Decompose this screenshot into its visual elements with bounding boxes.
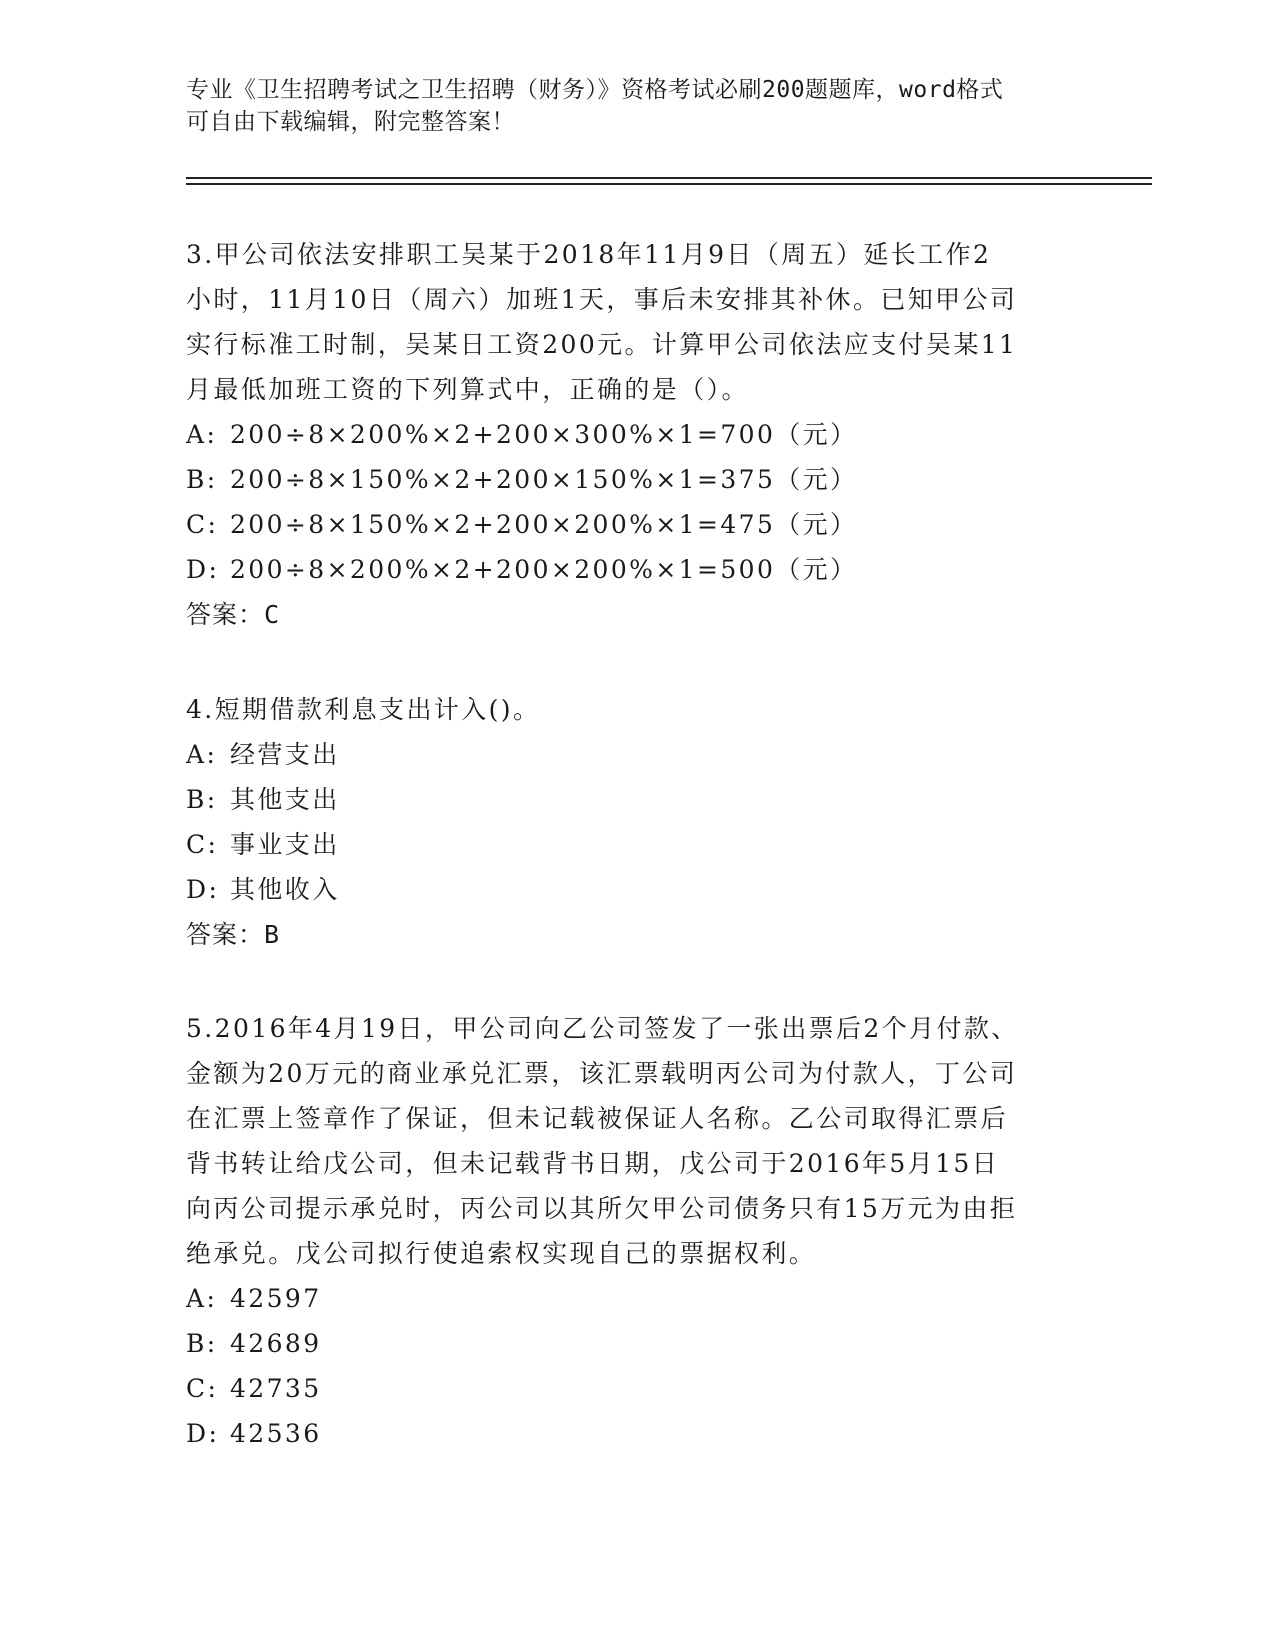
question-text-line: 月最低加班工资的下列算式中，正确的是（）。: [186, 375, 749, 404]
question-text-line: 5.2016年4月19日，甲公司向乙公司签发了一张出票后2个月付款、: [186, 1014, 1019, 1043]
option-c: [186, 502, 1086, 547]
option-letter: C:: [186, 830, 219, 859]
option-letter: C:: [186, 510, 219, 539]
header-line-1: 专业《卫生招聘考试之卫生招聘（财务）》资格考试必刷200题题库，word格式: [186, 77, 1004, 103]
question-text-line: 4.短期借款利息支出计入()。: [186, 695, 541, 724]
option-b: [186, 777, 1086, 822]
option-letter: A:: [186, 420, 218, 449]
question-text-line: 金额为20万元的商业承兑汇票，该汇票载明丙公司为付款人，丁公司: [186, 1059, 1018, 1088]
option-letter: D:: [186, 1419, 220, 1448]
option-letter: B:: [186, 465, 218, 494]
question-text-line: 在汇票上签章作了保证，但未记载被保证人名称。乙公司取得汇票后: [186, 1104, 1009, 1133]
option-d: [186, 1411, 1086, 1456]
option-text: 200÷8×150%×2+200×200%×1=475（元）: [230, 510, 858, 539]
question-text-line: 绝承兑。戊公司拟行使追索权实现自己的票据权利。: [186, 1239, 817, 1268]
header-line-2: 可自由下载编辑，附完整答案！: [186, 109, 515, 135]
question-5: [186, 1006, 1086, 1456]
option-d: [186, 867, 1086, 912]
option-text: 200÷8×150%×2+200×150%×1=375（元）: [230, 465, 858, 494]
option-c: [186, 1366, 1086, 1411]
answer-line: 答案：B: [186, 920, 281, 949]
header-divider-top: [186, 177, 1152, 179]
option-d: [186, 547, 1086, 592]
option-letter: B:: [186, 785, 218, 814]
option-text: 42735: [230, 1374, 322, 1403]
question-text-line: 3.甲公司依法安排职工吴某于2018年11月9日（周五）延长工作2: [186, 240, 992, 269]
option-text: 事业支出: [230, 830, 340, 859]
question-text-line: 背书转让给戊公司，但未记载背书日期，戊公司于2016年5月15日: [186, 1149, 1000, 1178]
option-text: 42597: [230, 1284, 322, 1313]
question-text-line: 实行标准工时制，吴某日工资200元。计算甲公司依法应支付吴某11: [186, 330, 1018, 359]
option-text: 200÷8×200%×2+200×300%×1=700（元）: [230, 420, 858, 449]
option-letter: C:: [186, 1374, 219, 1403]
question-text-line: 小时，11月10日（周六）加班1天，事后未安排其补休。已知甲公司: [186, 285, 1018, 314]
option-text: 经营支出: [230, 740, 340, 769]
option-letter: A:: [186, 740, 218, 769]
option-letter: D:: [186, 875, 220, 904]
option-text: 200÷8×200%×2+200×200%×1=500（元）: [230, 555, 858, 584]
question-text-line: 向丙公司提示承兑时，丙公司以其所欠甲公司债务只有15万元为由拒: [186, 1194, 1018, 1223]
option-letter: D:: [186, 555, 220, 584]
option-text: 42536: [230, 1419, 322, 1448]
answer-line: 答案：C: [186, 600, 281, 629]
option-a: [186, 732, 1086, 777]
option-text: 其他收入: [230, 875, 340, 904]
option-b: [186, 1321, 1086, 1366]
question-4: [186, 687, 1086, 957]
option-a: [186, 412, 1086, 457]
option-letter: A:: [186, 1284, 218, 1313]
header-divider-bottom: [186, 183, 1152, 185]
question-3: [186, 232, 1086, 637]
option-c: [186, 822, 1086, 867]
option-a: [186, 1276, 1086, 1321]
option-b: [186, 457, 1086, 502]
option-text: 42689: [230, 1329, 322, 1358]
option-text: 其他支出: [230, 785, 340, 814]
option-letter: B:: [186, 1329, 218, 1358]
document-header: [186, 74, 1086, 138]
